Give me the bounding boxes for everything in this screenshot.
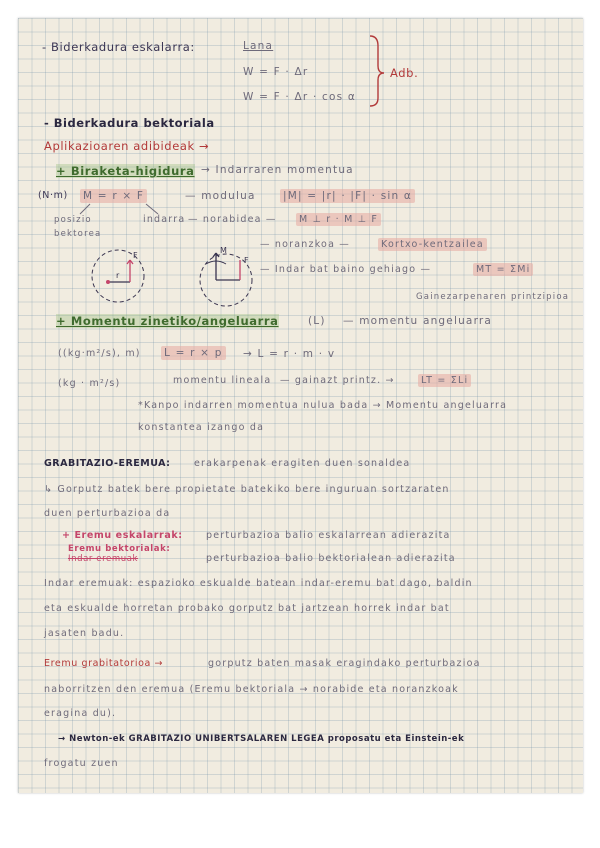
- scalar-fields-definition: perturbazioa balio eskalarrean adierazita: [206, 530, 451, 541]
- torque-unit: (N·m): [38, 190, 68, 201]
- force-fields-crossed: Indar eremuak: [68, 554, 139, 564]
- torque-symbol: M: [220, 246, 227, 255]
- grav-field-line-3: eragina du).: [44, 708, 117, 719]
- total-torque-formula: MT = ΣMi: [473, 263, 533, 276]
- arrow-to-F: [146, 204, 158, 214]
- grav-field-title: GRABITAZIO-EREMUA:: [44, 458, 171, 469]
- force-fields-line-2: eta eskualde horretan probako gorputz bat jartzean horrek indar bat: [44, 603, 450, 614]
- applications-heading: Aplikazioaren adibideak →: [44, 139, 210, 153]
- direction-label: — norabidea —: [188, 214, 277, 225]
- multiple-forces-label: — Indar bat baino gehiago —: [260, 264, 432, 275]
- angular-momentum-symbol: (L): [308, 315, 326, 327]
- scalar-fields-title: + Eremu eskalarrak:: [62, 530, 183, 541]
- conservation-statement-2: konstantea izango da: [138, 422, 265, 433]
- angular-momentum-title: + Momentu zinetiko/angeluarra: [56, 314, 279, 328]
- vector-fields-definition: perturbazioa balio bektorialean adierazita: [206, 553, 456, 564]
- modulus-label: — modulua: [185, 190, 256, 202]
- grav-field-line-2: naborritzen den eremua (Eremu bektoriala → norabide eta noranzkoak: [44, 684, 459, 695]
- newton-einstein-note-2: frogatu zuen: [44, 758, 119, 769]
- perturbation-line-1: ↳ Gorputz batek bere propietate batekiko bere inguruan sortzaraten: [44, 484, 450, 495]
- perturbation-line-2: duen perturbazioa da: [44, 508, 171, 519]
- torque-label: → Indarraren momentua: [201, 164, 354, 176]
- angular-momentum-expanded: → L = r · m · v: [243, 348, 336, 360]
- vector-product-heading: - Biderkadura bektoriala: [44, 116, 215, 130]
- work-label: Lana: [243, 40, 274, 52]
- grav-field-definition: erakarpenak eragiten duen sonaldea: [194, 458, 411, 469]
- newton-einstein-note: → Newton-ek GRABITAZIO UNIBERTSALAREN LEGEA proposatu eta Einstein-ek: [58, 734, 465, 744]
- grav-field-heading: Eremu grabitatorioa →: [44, 658, 164, 669]
- rotation-diagram-left: [92, 250, 144, 302]
- scalar-product-heading: - Biderkadura eskalarra:: [42, 40, 195, 54]
- force-label: indarra: [143, 214, 186, 225]
- linear-momentum-label: momentu lineala: [173, 375, 272, 386]
- radius-symbol: r: [116, 271, 120, 280]
- angular-momentum-formula: L = r × p: [161, 346, 226, 360]
- rotation-motion-title: + Biraketa-higidura: [56, 164, 195, 178]
- work-formula: W = F · Δr: [243, 66, 309, 78]
- total-angular-momentum: LT = ΣLi: [418, 374, 471, 387]
- force-symbol: F: [133, 251, 138, 260]
- vector-fields-title: Eremu bektorialak:: [68, 544, 171, 554]
- superposition-abbrev: — gainazt printz. →: [280, 375, 395, 386]
- grav-field-description: gorputz baten masak eragindako perturbazioa: [208, 658, 481, 669]
- sense-label: — noranzkoa —: [260, 239, 351, 250]
- position-vector-label: posizio bektorea: [54, 215, 102, 239]
- example-note: Adb.: [390, 66, 419, 80]
- force-symbol-2: F: [244, 256, 249, 265]
- angular-momentum-unit-2: (kg · m²/s): [58, 378, 121, 389]
- rotation-diagram-right: [200, 246, 252, 306]
- corkscrew-rule: Kortxo-kentzailea: [378, 238, 487, 251]
- bracket-shape: [370, 36, 384, 106]
- notebook-page: [18, 18, 583, 793]
- force-fields-line-3: jasaten badu.: [44, 628, 125, 639]
- conservation-statement: *Kanpo indarren momentua nulua bada → Momentu angeluarra: [138, 400, 508, 411]
- work-formula-cos: W = F · Δr · cos α: [243, 91, 356, 103]
- direction-formula: M ⊥ r · M ⊥ F: [296, 213, 381, 226]
- superposition-note: Gainezarpenaren printzipioa: [416, 292, 570, 302]
- force-fields-line-1: Indar eremuak: espazioko eskualde batean indar-eremu bat dago, baldin: [44, 578, 473, 589]
- torque-formula: M = r × F: [80, 189, 147, 203]
- modulus-formula: |M| = |r| · |F| · sin α: [280, 189, 415, 203]
- angular-momentum-label: — momentu angeluarra: [343, 315, 493, 327]
- angular-momentum-unit: ((kg·m²/s), m): [58, 348, 141, 359]
